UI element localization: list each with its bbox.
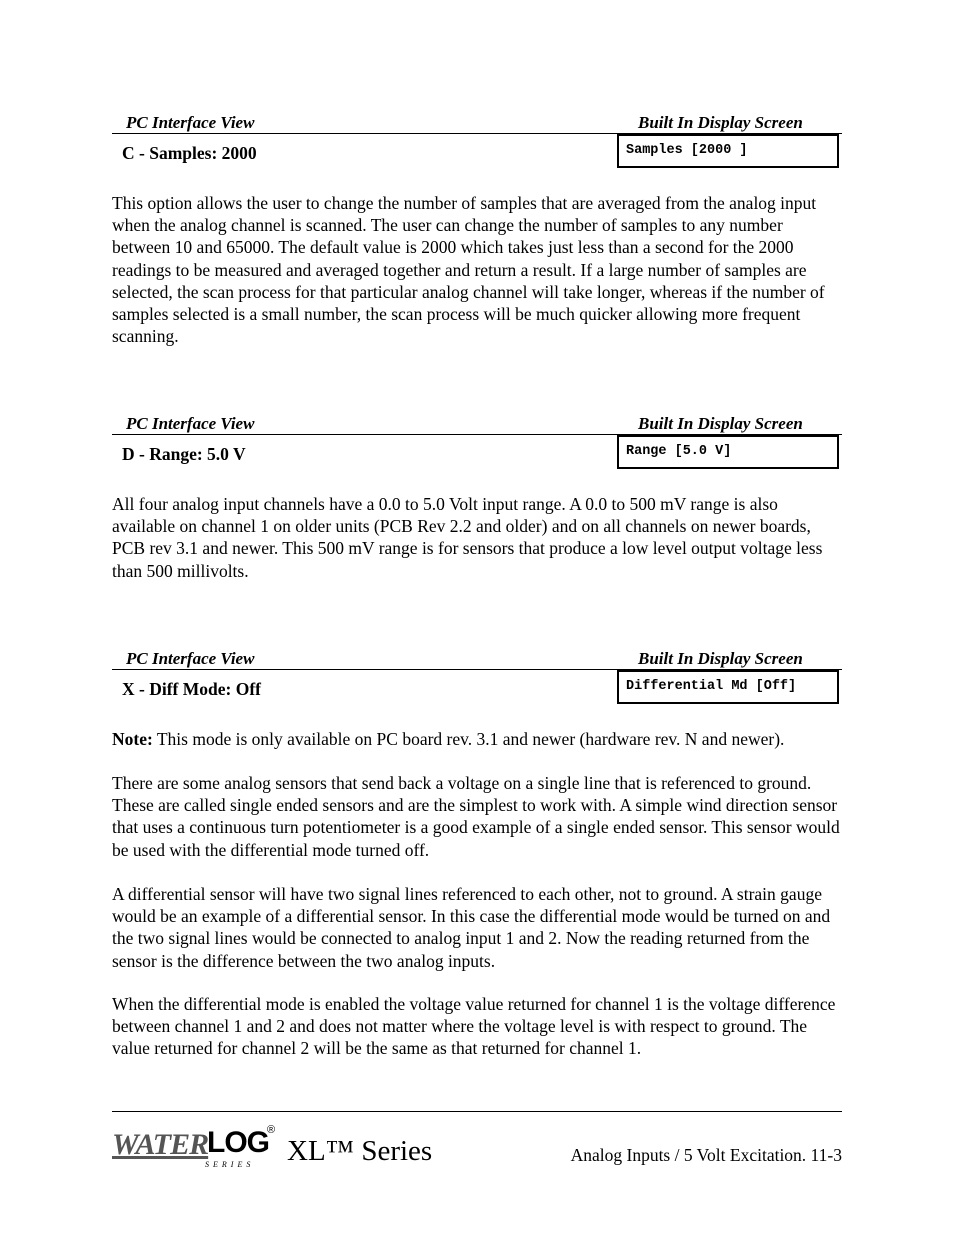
pc-interface-view-label: PC Interface View [126, 414, 255, 433]
section-header [112, 412, 842, 435]
diff-mode-section [112, 647, 842, 699]
diff-mode-setting: X - Diff Mode: Off [122, 679, 261, 699]
built-in-display-label: Built In Display Screen [638, 414, 803, 433]
waterlog-logo [112, 1126, 282, 1174]
series-title: XL™ Series [287, 1135, 433, 1167]
note-text: This mode is only available on PC board rev. 3.1 and newer (hardware rev. N and newer). [152, 729, 785, 749]
range-setting: D - Range: 5.0 V [122, 444, 246, 464]
registered-mark: ® [267, 1124, 276, 1136]
section-header [112, 111, 842, 134]
footer-divider [112, 1111, 842, 1112]
diff-mode-display-screen: Differential Md [Off] [617, 670, 839, 704]
logo-water-text: WATER [112, 1128, 209, 1161]
range-description: All four analog input channels have a 0.0 to 5.0 Volt input range. A 0.0 to 500 mV range is also available on channel 1 on older units (PCB Rev 2.2 and older) and on all channels on newer boards, PCB rev 3.1 and newer. This 500 mV range is for sensors that produce a low level output voltage less than 500 millivolts. [112, 494, 823, 581]
samples-description: This option allows the user to change the number of samples that are averaged from the analog input when the analog channel is scanned. The user can change the number of samples to any number between 10 and 65000. The default value is 2000 which takes just less than a second for the 2000 readings to be measured and averaged together and return a result. If a large number of samples are selected, the scan process for that particular analog channel will take longer, whereas if the number of samples selected is a small number, the scan process will be much quicker allowing more frequent scanning. [112, 193, 825, 347]
single-ended-description: There are some analog sensors that send back a voltage on a single line that is referenced to ground. These are called single ended sensors and are the simplest to work with. A simple wind direction sensor that uses a continuous turn potentiometer is a good example of a single ended sensor. This sensor would be used with the differential mode turned off. [112, 773, 840, 860]
samples-display-screen: Samples [2000 ] [617, 134, 839, 168]
differential-description: A differential sensor will have two signal lines referenced to each other, not to ground. A strain gauge would be an example of a differential sensor. In this case the differential mode would be turned on and the two signal lines would be connected to analog input 1 and 2. Now the reading returned from the sensor is the difference between the two analog inputs. [112, 884, 831, 971]
note-label: Note: [112, 729, 153, 749]
range-section [112, 412, 842, 464]
note-paragraph [112, 728, 844, 750]
built-in-display-label: Built In Display Screen [638, 649, 803, 668]
logo-log-text: LOG [207, 1126, 269, 1159]
pc-interface-view-label: PC Interface View [126, 113, 255, 132]
pc-interface-view-label: PC Interface View [126, 649, 255, 668]
section-header [112, 647, 842, 670]
logo-series-text: SERIES [205, 1160, 255, 1169]
samples-section [112, 111, 842, 163]
built-in-display-label: Built In Display Screen [638, 113, 803, 132]
enabled-description: When the differential mode is enabled the voltage value returned for channel 1 is the voltage difference between channel 1 and 2 and does not matter where the voltage level is with respect to ground. The value returned for channel 2 will be the same as that returned for channel 1. [112, 994, 836, 1059]
range-display-screen: Range [5.0 V] [617, 435, 839, 469]
samples-setting: C - Samples: 2000 [122, 143, 257, 163]
page-reference: Analog Inputs / 5 Volt Excitation. 11-3 [570, 1145, 842, 1165]
